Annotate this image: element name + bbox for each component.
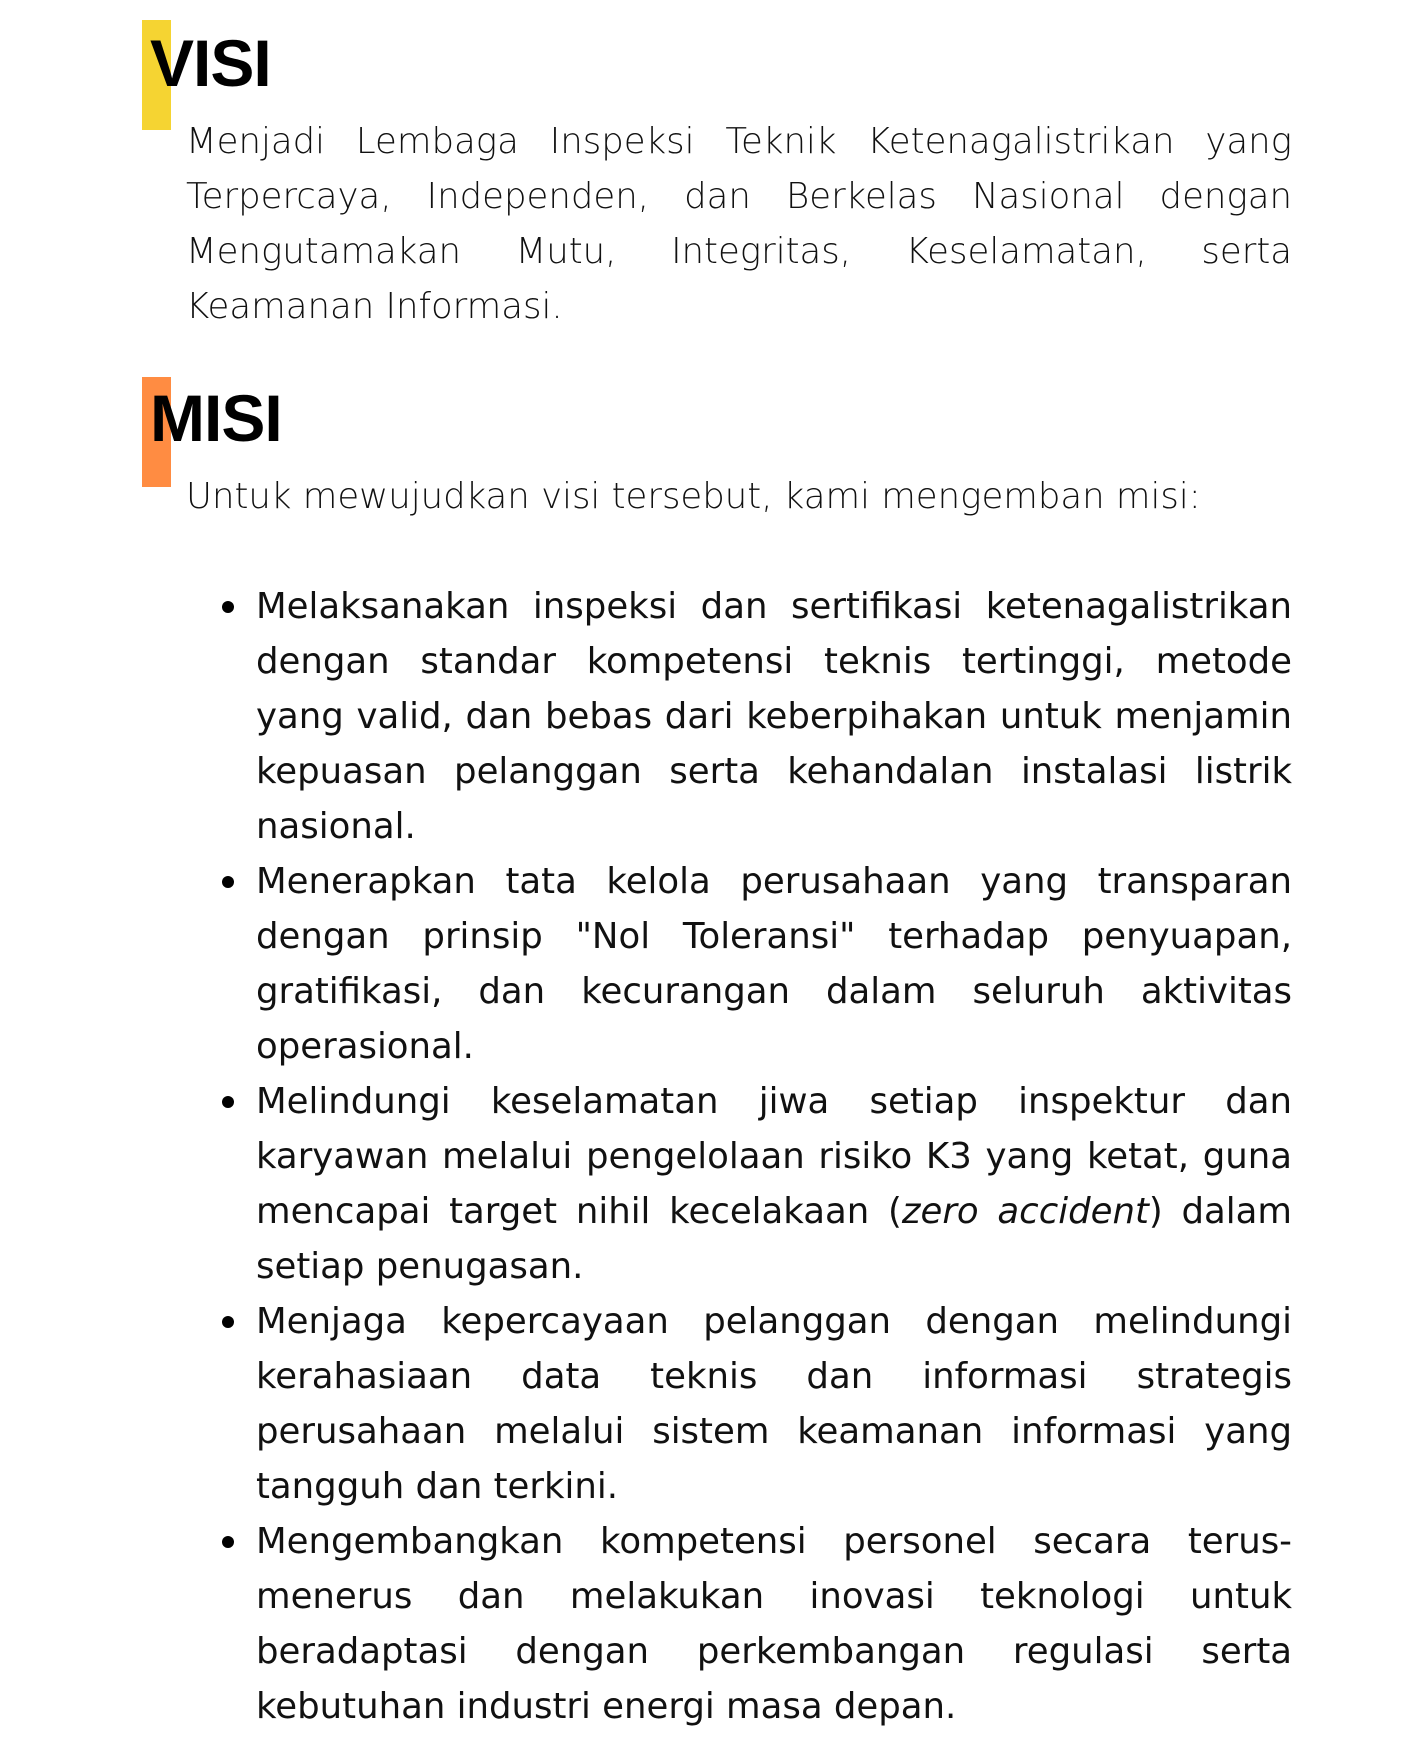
mission-item: [256, 579, 1292, 854]
mission-item-text-italic: zero accident: [901, 1191, 1149, 1232]
mission-item-text: Mengembangkan kompetensi personel secara terus-menerus dan melakukan inovasi teknologi untuk beradaptasi dengan perkembangan regulasi serta kebutuhan industri energi masa depan.: [256, 1521, 1292, 1727]
mission-item: [256, 1514, 1292, 1734]
mission-item: [256, 1074, 1292, 1294]
mission-item-text: Melaksanakan inspeksi dan sertifikasi ketenagalistrikan dengan standar kompetensi teknis tertinggi, metode yang valid, dan bebas dari keberpihakan untuk menjamin kepuasan pelanggan serta kehandalan instalasi listrik nasional.: [256, 586, 1292, 847]
misi-heading: MISI: [150, 381, 282, 455]
mission-item-text: Menjaga kepercayaan pelanggan dengan melindungi kerahasiaan data teknis dan informasi strategis perusahaan melalui sistem keamanan informasi yang tangguh dan terkini.: [256, 1301, 1292, 1507]
bullet-icon: [222, 1536, 234, 1548]
mission-item: [256, 1294, 1292, 1514]
visi-heading: VISI: [150, 26, 271, 100]
bullet-icon: [222, 1316, 234, 1328]
bullet-icon: [222, 876, 234, 888]
mission-list: [256, 579, 1292, 1734]
bullet-icon: [222, 601, 234, 613]
mission-item-text-before: Melindungi keselamatan jiwa setiap inspektur dan karyawan melalui pengelolaan risiko K3 yang ketat, guna mencapai target nihil kecelakaan (: [256, 1081, 1292, 1232]
mission-item: [256, 854, 1292, 1074]
mission-item-text: Menerapkan tata kelola perusahaan yang transparan dengan prinsip "Nol Toleransi" terhadap penyuapan, gratifikasi, dan kecurangan dalam seluruh aktivitas operasional.: [256, 861, 1292, 1067]
mission-item-text-after: ) dalam setiap penugasan.: [256, 1191, 1292, 1287]
bullet-icon: [222, 1096, 234, 1108]
visi-text: Menjadi Lembaga Inspeksi Teknik Ketenagalistrikan yang Terpercaya, Independen, dan Berkelas Nasional dengan Mengutamakan Mutu, Integritas, Keselamatan, serta Keamanan Informasi.: [186, 121, 1292, 327]
misi-intro: Untuk mewujudkan visi tersebut, kami mengemban misi:: [186, 476, 1201, 517]
